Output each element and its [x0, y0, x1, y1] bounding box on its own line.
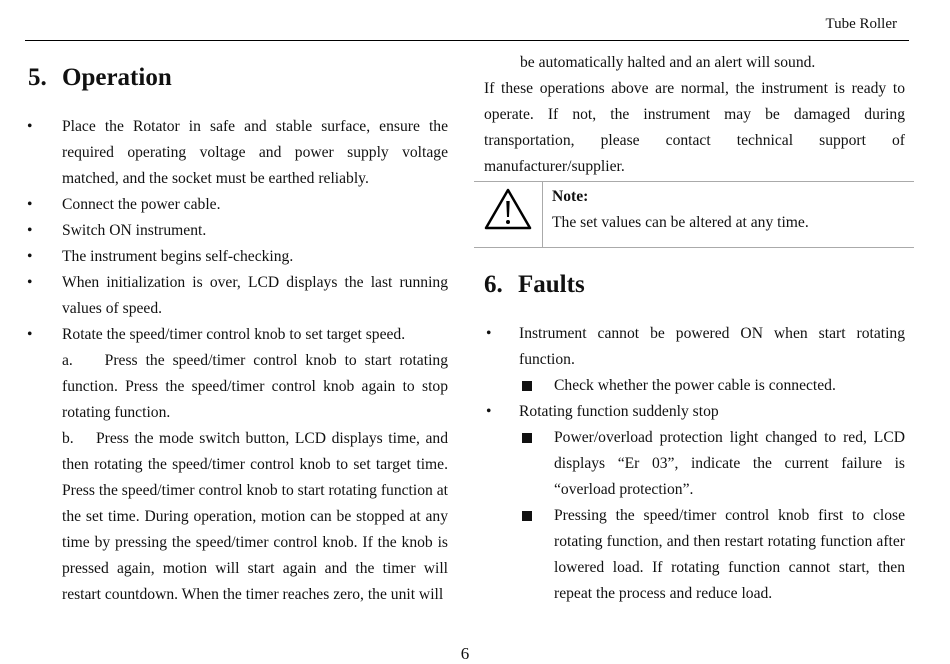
continued-text: be automatically halted and an alert will sound. — [520, 54, 816, 71]
fault-check-item: Pressing the speed/timer control knob first to close rotating function, and then restart rotating function after lowered load. If rotating function cannot start, then repeat the process and reduce load. — [484, 503, 905, 607]
note-box — [474, 181, 914, 248]
list-item: • Rotate the speed/timer control knob to set target speed. — [27, 326, 406, 343]
left-column — [25, 114, 448, 608]
step-b: b. Press the mode switch button, LCD displays time, and then rotating the speed/timer control knob to set target time. Press the speed/timer control knob to start rotating function at the set time. During operation, motion can be stopped at any time by pressing the speed/timer control knob. If the knob is pressed again, motion will start again and the timer will restart countdown. When the timer reaches zero, the unit will — [62, 430, 448, 603]
note-icon-cell — [474, 182, 543, 247]
fault-check-item: Power/overload protection light changed to red, LCD displays “Er 03”, indicate the current failure is “overload protection”. — [484, 425, 905, 503]
warning-triangle-icon — [484, 188, 532, 230]
faults-list — [484, 321, 905, 607]
note-text — [552, 184, 809, 236]
paragraph: If these operations above are normal, the instrument is ready to operate. If not, the instrument may be damaged during transportation, please contact technical support of manufacturer/supplier. — [484, 80, 905, 175]
list-item: • The instrument begins self-checking. — [27, 248, 294, 265]
list-item: • Rotating function suddenly stop — [486, 403, 719, 420]
list-item: • Instrument cannot be powered ON when start rotating function. — [486, 325, 905, 368]
fault-check-item: Check whether the power cable is connected. — [484, 373, 905, 399]
header-rule — [25, 40, 909, 41]
running-header: Tube Roller — [825, 16, 897, 32]
page-number: 6 — [460, 644, 470, 663]
list-item: • Switch ON instrument. — [27, 222, 207, 239]
section-heading-faults: 6. Faults — [484, 271, 585, 298]
list-item: • When initialization is over, LCD displays the last running values of speed. — [27, 274, 448, 317]
right-column — [484, 50, 905, 180]
section-heading-operation: 5. Operation — [28, 64, 172, 91]
step-a: a. Press the speed/timer control knob to start rotating function. Press the speed/timer control knob again to stop rotating function. — [62, 352, 448, 421]
list-item: • Place the Rotator in safe and stable surface, ensure the required operating voltage and power supply voltage matched, and the socket must be earthed reliably. — [27, 118, 448, 187]
list-item: • Connect the power cable. — [27, 196, 221, 213]
note-label: Note: — [552, 188, 589, 205]
note-body: The set values can be altered at any time. — [552, 214, 809, 231]
